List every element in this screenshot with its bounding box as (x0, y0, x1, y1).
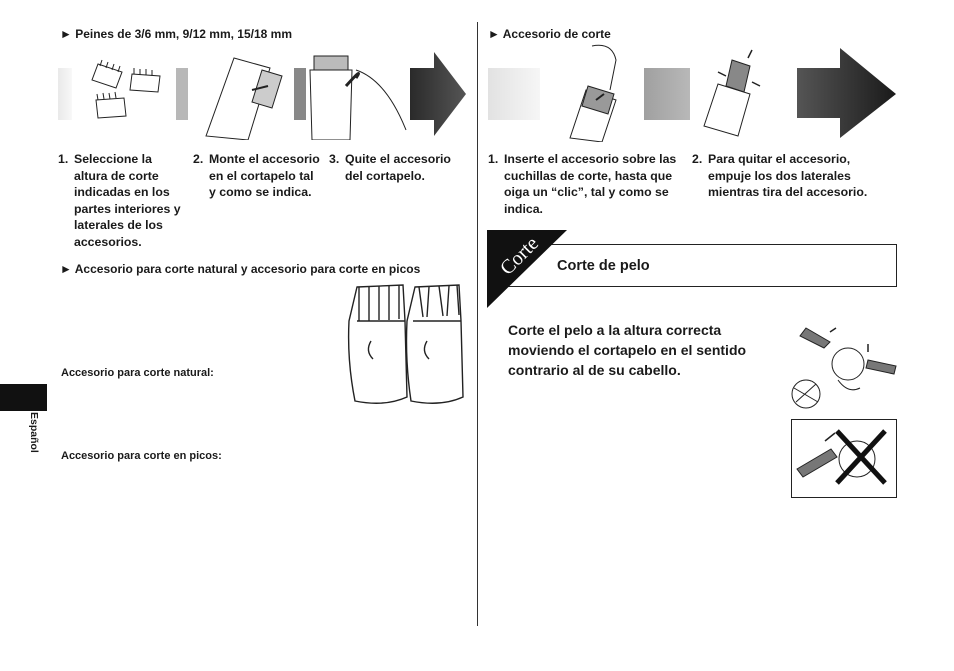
right-step-1-number: 1. (488, 152, 499, 166)
attachments-illustration (345, 281, 467, 409)
left-step-1-number: 1. (58, 152, 69, 166)
left-step-3 (329, 151, 469, 184)
section-combs-heading: ► Peines de 3/6 mm, 9/12 mm, 15/18 mm (60, 27, 292, 41)
right-step-1 (488, 151, 683, 217)
column-divider (477, 22, 478, 626)
right-step-1-text: Inserte el accesorio sobre las cuchillas de corte, hasta que oiga un “clic”, tal y como se indica. (504, 152, 677, 216)
combs-illustration (56, 50, 468, 140)
left-step-1-text: Seleccione la altura de corte indicadas en los partes interiores y laterales de los accesorios. (74, 152, 181, 249)
head-cutting-illustration (788, 318, 898, 412)
left-step-2-number: 2. (193, 152, 204, 166)
attachment-illustration (486, 42, 898, 142)
wrong-direction-illustration (791, 419, 897, 498)
right-step-2-number: 2. (692, 152, 703, 166)
natural-attachment-label: Accesorio para corte natural: (61, 367, 214, 379)
section-attachments-heading: ► Accesorio para corte natural y accesorio para corte en picos (60, 262, 421, 276)
left-step-1 (58, 151, 188, 250)
language-tab (0, 384, 47, 411)
left-step-3-text: Quite el accesorio del cortapelo. (345, 152, 451, 183)
corte-instruction: Corte el pelo a la altura correcta moviendo el cortapelo en el sentido contrario al de su cabello. (508, 322, 747, 378)
right-step-2 (692, 151, 892, 201)
corte-section-title: Corte de pelo (557, 258, 650, 274)
left-step-3-number: 3. (329, 152, 340, 166)
right-step-2-text: Para quitar el accesorio, empuje los dos laterales mientras tira del accesorio. (708, 152, 868, 199)
picos-attachment-label: Accesorio para corte en picos: (61, 450, 222, 462)
language-label: Español (28, 412, 40, 453)
left-step-2-text: Monte el accesorio en el cortapelo tal y como se indica. (209, 152, 320, 199)
left-step-2 (193, 151, 323, 201)
corte-tag-label: Corte (496, 232, 543, 280)
section-attachment-heading: ► Accesorio de corte (488, 27, 611, 41)
